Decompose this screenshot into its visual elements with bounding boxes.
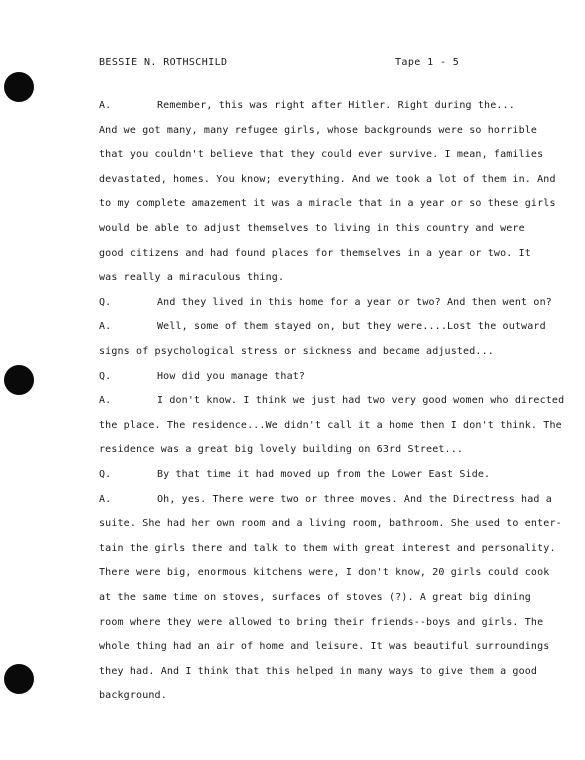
transcript-line — [99, 666, 537, 678]
line-text: devastated, homes. You know; everything. And we took a lot of them in. And — [99, 173, 556, 185]
transcript-line — [99, 346, 494, 358]
line-text: signs of psychological stress or sickness and became adjusted... — [99, 346, 494, 357]
transcript-line — [99, 125, 537, 137]
line-text: they had. And I think that this helped in many ways to give them a good — [99, 665, 538, 677]
speaker-label: A. — [99, 395, 112, 407]
binder-hole-top — [4, 72, 34, 102]
tape-number: Tape 1 - 5 — [395, 57, 460, 68]
speaker-label: Q. — [99, 370, 112, 382]
speaker-label: Q. — [99, 296, 112, 308]
transcript-line — [99, 100, 515, 112]
transcript-line — [99, 297, 552, 309]
line-text: the place. The residence...We didn't call it a home then I don't think. The — [99, 419, 562, 431]
binder-hole-bottom — [4, 664, 34, 694]
line-text: residence was a great big lovely building on 63rd Street... — [99, 444, 464, 456]
transcript-line — [99, 690, 167, 702]
transcript-line — [99, 592, 531, 604]
line-text: By that time it had moved up from the Lower East Side. — [157, 469, 491, 480]
line-text: Well, some of them stayed on, but they were....Lost the outward — [157, 321, 546, 333]
transcript-line — [99, 518, 562, 530]
transcript-line — [99, 469, 490, 481]
transcript-line — [99, 174, 556, 186]
line-text: at the same time on stoves, surfaces of stoves (?). A great big dining — [99, 592, 531, 603]
transcript-line — [99, 248, 531, 260]
line-text: Remember, this was right after Hitler. Right during the... — [157, 100, 515, 111]
transcript-line — [99, 198, 556, 210]
transcript-line — [99, 617, 543, 629]
transcript-line — [99, 149, 543, 161]
binder-hole-middle — [4, 365, 34, 395]
transcript-line — [99, 567, 549, 579]
line-text: would be able to adjust themselves to living in this country and were — [99, 223, 525, 234]
line-text: I don't know. I think we just had two very good women who directed — [157, 395, 565, 407]
interviewee-name: BESSIE N. ROTHSCHILD — [99, 57, 228, 68]
line-text: that you couldn't believe that they could ever survive. I mean, families — [99, 149, 544, 161]
speaker-label: A. — [99, 493, 112, 505]
line-text: whole thing had an air of home and leisure. It was beautiful surroundings — [99, 641, 550, 653]
speaker-label: A. — [99, 321, 112, 333]
transcript-line — [99, 371, 305, 383]
line-text: And they lived in this home for a year or two? And then went on? — [157, 296, 552, 308]
transcript-line — [99, 641, 549, 653]
line-text: background. — [99, 690, 167, 702]
line-text: Oh, yes. There were two or three moves. And the Directress had a — [157, 493, 552, 505]
transcript-line — [99, 494, 552, 506]
line-text: There were big, enormous kitchens were, I don't know, 20 girls could cook — [99, 567, 550, 579]
line-text: How did you manage that? — [157, 370, 306, 382]
line-text: room where they were allowed to bring their friends--boys and girls. The — [99, 616, 544, 628]
transcript-line — [99, 223, 525, 235]
transcript-line — [99, 420, 562, 432]
line-text: good citizens and had found places for themselves in a year or two. It — [99, 247, 531, 259]
transcript-line — [99, 543, 556, 555]
line-text: And we got many, many refugee girls, whose backgrounds were so horrible — [99, 124, 538, 136]
speaker-label: Q. — [99, 469, 112, 480]
transcript-line — [99, 272, 284, 284]
transcript-line — [99, 395, 564, 407]
transcript-line — [99, 444, 463, 456]
transcript-line — [99, 321, 546, 333]
line-text: suite. She had her own room and a living room, bathroom. She used to enter- — [99, 518, 562, 530]
line-text: to my complete amazement it was a miracle that in a year or so these girls — [99, 198, 556, 210]
line-text: was really a miraculous thing. — [99, 272, 285, 284]
line-text: tain the girls there and talk to them with great interest and personality. — [99, 542, 556, 554]
speaker-label: A. — [99, 100, 112, 111]
